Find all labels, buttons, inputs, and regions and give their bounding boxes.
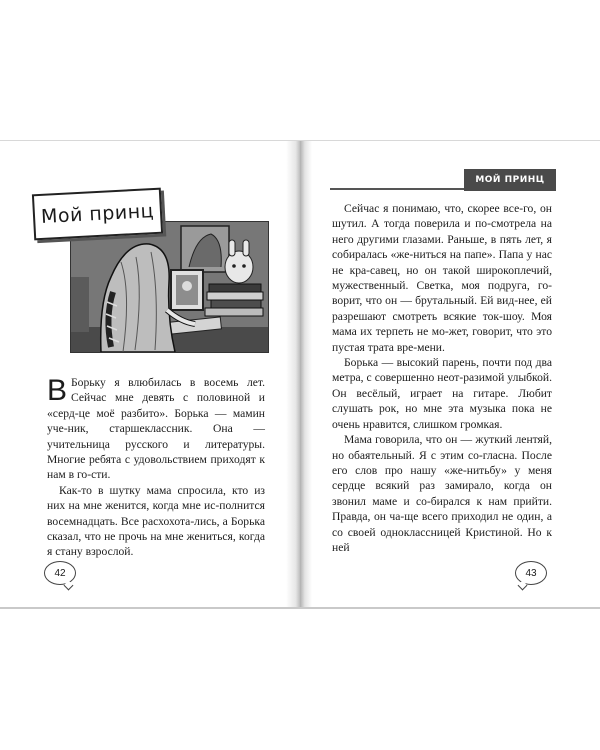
chapter-illustration xyxy=(70,221,269,353)
book-spread xyxy=(0,140,600,609)
chapter-title: Мой принц xyxy=(32,188,163,241)
paragraph: Сейчас я понимаю, что, скорее все-го, он шутил. А тогда поверила и по-смотрела на него другими глазами. Раньше, в пять лет, я собиралась «же-ниться на папе». Папа у нас не кра-савец, но он такой широкоплечий, мужественный. Светка, моя подруга, го-ворит, что он — брутальный. Ей вид-нее, ей разрешают смотреть всякие ток-шоу. Моя мама их терпеть не мо-жет, говорит, что это пустая трата вре-мени. xyxy=(332,202,552,354)
paragraph: В Борьку я влюбилась в восемь лет. Сейчас мне девять с половиной и «серд-це моё разбито». Борька — мамин уче-ник, старшеклассник. Она — учительница русского и литературы. Многие ребята с удовольствием приходят к нам в го-сти. xyxy=(47,374,265,482)
paragraph: Мама говорила, что он — жуткий лентяй, но обаятельный. Я с этим со-гласна. После его слов про нашу «же-нитьбу» у меня сердце всякий раз замирало, когда он звонил маме и со-бирался к нам прийти. Правда, он ча-ще всего приходил не один, а со своей одноклассницей Кристиной. Но к ней xyxy=(332,433,552,554)
left-page-text xyxy=(47,375,265,560)
right-page-text xyxy=(332,201,552,555)
drop-cap: В xyxy=(47,374,68,407)
page-number: 43 xyxy=(515,561,547,585)
paragraph: Борька — высокий парень, почти под два метра, с совершенно неот-разимой улыбкой. Он весёлый, играет на гитаре. Любит слушать рок, но мне эта музыка пока не очень нравится, слишком громкая. xyxy=(332,356,552,431)
paragraph: Как-то в шутку мама спросила, кто из них на мне женится, когда мне ис-полнится восемнадцать. Все расхохота-лись, а Борька сказал, что не прочь на мне жениться, когда я стану взрослой. xyxy=(47,483,265,559)
page-number: 42 xyxy=(44,561,76,585)
running-header-rule xyxy=(330,188,470,190)
left-page xyxy=(0,141,300,607)
running-header: МОЙ ПРИНЦ xyxy=(464,169,556,191)
